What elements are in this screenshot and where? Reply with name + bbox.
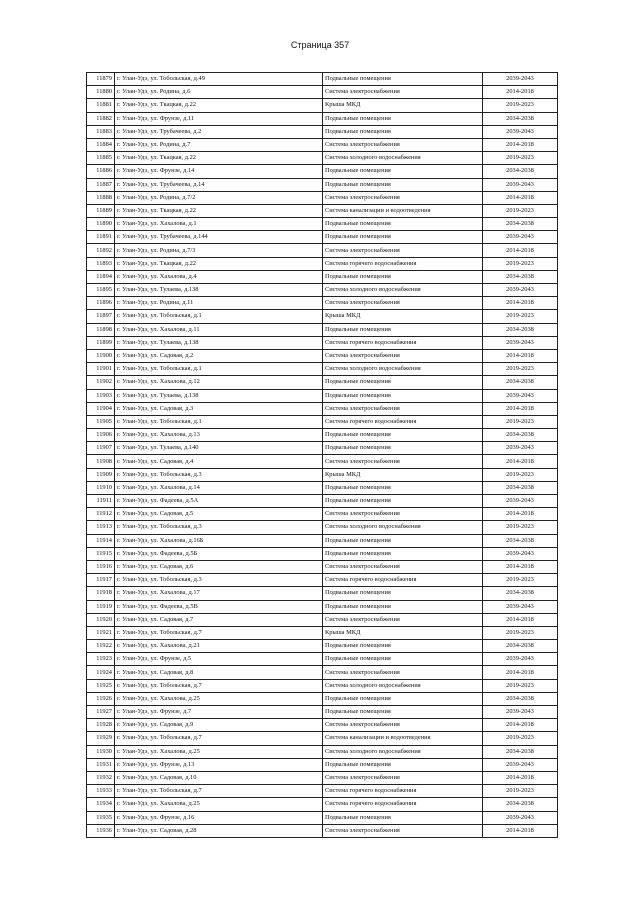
address-cell: г. Улан-Удэ, ул. Тулаева, д.138 <box>115 336 323 349</box>
period-cell: 2014-2018 <box>483 138 558 151</box>
row-number: 11929 <box>87 732 115 745</box>
row-number: 11911 <box>87 495 115 508</box>
address-cell: г. Улан-Удэ, ул. Родина, д.11 <box>115 297 323 310</box>
period-cell: 2019-2023 <box>483 257 558 270</box>
period-cell: 2014-2018 <box>483 86 558 99</box>
system-cell: Подвальные помещения <box>323 653 483 666</box>
address-cell: г. Улан-Удэ, ул. Хахалова, д.16Б <box>115 534 323 547</box>
address-cell: г. Улан-Удэ, ул. Тобольская, д.3 <box>115 574 323 587</box>
address-cell: г. Улан-Удэ, ул. Ткацкая, д.22 <box>115 257 323 270</box>
address-cell: г. Улан-Удэ, ул. Фрунзе, д.14 <box>115 165 323 178</box>
row-number: 11884 <box>87 138 115 151</box>
row-number: 11897 <box>87 310 115 323</box>
period-cell: 2019-2023 <box>483 310 558 323</box>
table-row <box>87 758 558 771</box>
table-row <box>87 692 558 705</box>
address-cell: г. Улан-Удэ, ул. Родина, д.7/2 <box>115 191 323 204</box>
address-cell: г. Улан-Удэ, ул. Трубачеева, д.2 <box>115 125 323 138</box>
table-row <box>87 138 558 151</box>
table-row <box>87 679 558 692</box>
row-number: 11920 <box>87 613 115 626</box>
period-cell: 2039-2043 <box>483 811 558 824</box>
table-row <box>87 349 558 362</box>
system-cell: Система электроснабжения <box>323 402 483 415</box>
address-cell: г. Улан-Удэ, ул. Фрунзе, д.7 <box>115 706 323 719</box>
table-row <box>87 468 558 481</box>
period-cell: 2014-2018 <box>483 402 558 415</box>
address-cell: г. Улан-Удэ, ул. Трубачеева, д.144 <box>115 231 323 244</box>
row-number: 11925 <box>87 679 115 692</box>
system-cell: Система электроснабжения <box>323 349 483 362</box>
period-cell: 2039-2043 <box>483 231 558 244</box>
table-row <box>87 165 558 178</box>
registry-rows <box>87 73 558 838</box>
system-cell: Система горячего водоснабжения <box>323 336 483 349</box>
address-cell: г. Улан-Удэ, ул. Хахалова, д.11 <box>115 323 323 336</box>
address-cell: г. Улан-Удэ, ул. Тулаева, д.138 <box>115 389 323 402</box>
table-row <box>87 376 558 389</box>
system-cell: Система электроснабжения <box>323 771 483 784</box>
period-cell: 2019-2023 <box>483 626 558 639</box>
system-cell: Подвальные помещения <box>323 692 483 705</box>
system-cell: Подвальные помещения <box>323 481 483 494</box>
system-cell: Система электроснабжения <box>323 297 483 310</box>
period-cell: 2039-2043 <box>483 178 558 191</box>
table-row <box>87 323 558 336</box>
row-number: 11913 <box>87 521 115 534</box>
row-number: 11908 <box>87 455 115 468</box>
address-cell: г. Улан-Удэ, ул. Садовая, д.6 <box>115 560 323 573</box>
period-cell: 2014-2018 <box>483 297 558 310</box>
period-cell: 2039-2043 <box>483 547 558 560</box>
row-number: 11881 <box>87 99 115 112</box>
row-number: 11910 <box>87 481 115 494</box>
system-cell: Система холодного водоснабжения <box>323 679 483 692</box>
period-cell: 2034-2038 <box>483 587 558 600</box>
address-cell: г. Улан-Удэ, ул. Садовая, д.9 <box>115 719 323 732</box>
table-row <box>87 481 558 494</box>
table-row <box>87 73 558 86</box>
address-cell: г. Улан-Удэ, ул. Фадеева, д.5А <box>115 495 323 508</box>
system-cell: Система электроснабжения <box>323 613 483 626</box>
address-cell: г. Улан-Удэ, ул. Садовая, д.7 <box>115 613 323 626</box>
period-cell: 2014-2018 <box>483 824 558 837</box>
row-number: 11921 <box>87 626 115 639</box>
row-number: 11893 <box>87 257 115 270</box>
address-cell: г. Улан-Удэ, ул. Хахалова, д.14 <box>115 481 323 494</box>
row-number: 11879 <box>87 73 115 86</box>
table-row <box>87 719 558 732</box>
row-number: 11901 <box>87 363 115 376</box>
system-cell: Система горячего водоснабжения <box>323 798 483 811</box>
table-row <box>87 429 558 442</box>
system-cell: Подвальные помещения <box>323 442 483 455</box>
address-cell: г. Улан-Удэ, ул. Тобольская, д.1 <box>115 415 323 428</box>
table-row <box>87 297 558 310</box>
system-cell: Система холодного водоснабжения <box>323 745 483 758</box>
period-cell: 2039-2043 <box>483 653 558 666</box>
table-row <box>87 574 558 587</box>
table-row <box>87 257 558 270</box>
system-cell: Система холодного водоснабжения <box>323 521 483 534</box>
address-cell: г. Улан-Удэ, ул. Садовая, д.10 <box>115 771 323 784</box>
address-cell: г. Улан-Удэ, ул. Ткацкая, д.22 <box>115 99 323 112</box>
period-cell: 2019-2023 <box>483 574 558 587</box>
row-number: 11902 <box>87 376 115 389</box>
period-cell: 2019-2023 <box>483 679 558 692</box>
system-cell: Крыша МКД <box>323 99 483 112</box>
system-cell: Подвальные помещения <box>323 73 483 86</box>
system-cell: Система канализации и водоотведения <box>323 204 483 217</box>
address-cell: г. Улан-Удэ, ул. Тобольская, д.1 <box>115 310 323 323</box>
address-cell: г. Улан-Удэ, ул. Хахалова, д.21 <box>115 640 323 653</box>
system-cell: Подвальные помещения <box>323 429 483 442</box>
period-cell: 2039-2043 <box>483 495 558 508</box>
address-cell: г. Улан-Удэ, ул. Хахалова, д.25 <box>115 692 323 705</box>
row-number: 11892 <box>87 244 115 257</box>
period-cell: 2019-2023 <box>483 468 558 481</box>
row-number: 11883 <box>87 125 115 138</box>
table-row <box>87 732 558 745</box>
table-row <box>87 745 558 758</box>
system-cell: Подвальные помещения <box>323 389 483 402</box>
period-cell: 2034-2038 <box>483 165 558 178</box>
period-cell: 2034-2038 <box>483 270 558 283</box>
row-number: 11917 <box>87 574 115 587</box>
address-cell: г. Улан-Удэ, ул. Фрунзе, д.5 <box>115 653 323 666</box>
system-cell: Система электроснабжения <box>323 666 483 679</box>
table-row <box>87 521 558 534</box>
period-cell: 2039-2043 <box>483 389 558 402</box>
period-cell: 2039-2043 <box>483 706 558 719</box>
row-number: 11906 <box>87 429 115 442</box>
system-cell: Подвальные помещения <box>323 587 483 600</box>
table-row <box>87 336 558 349</box>
system-cell: Система электроснабжения <box>323 244 483 257</box>
row-number: 11933 <box>87 785 115 798</box>
table-row <box>87 640 558 653</box>
system-cell: Крыша МКД <box>323 310 483 323</box>
table-row <box>87 811 558 824</box>
period-cell: 2019-2023 <box>483 99 558 112</box>
table-row <box>87 706 558 719</box>
table-row <box>87 204 558 217</box>
table-row <box>87 798 558 811</box>
row-number: 11927 <box>87 706 115 719</box>
system-cell: Система горячего водоснабжения <box>323 257 483 270</box>
period-cell: 2034-2038 <box>483 798 558 811</box>
table-row <box>87 626 558 639</box>
row-number: 11928 <box>87 719 115 732</box>
table-row <box>87 112 558 125</box>
row-number: 11932 <box>87 771 115 784</box>
row-number: 11904 <box>87 402 115 415</box>
row-number: 11895 <box>87 284 115 297</box>
table-row <box>87 363 558 376</box>
row-number: 11916 <box>87 560 115 573</box>
system-cell: Подвальные помещения <box>323 811 483 824</box>
row-number: 11880 <box>87 86 115 99</box>
row-number: 11900 <box>87 349 115 362</box>
system-cell: Система холодного водоснабжения <box>323 363 483 376</box>
system-cell: Система холодного водоснабжения <box>323 152 483 165</box>
period-cell: 2019-2023 <box>483 152 558 165</box>
table-row <box>87 125 558 138</box>
address-cell: г. Улан-Удэ, ул. Хахалова, д.1 <box>115 218 323 231</box>
address-cell: г. Улан-Удэ, ул. Тулаева, д.138 <box>115 284 323 297</box>
period-cell: 2034-2038 <box>483 323 558 336</box>
period-cell: 2014-2018 <box>483 560 558 573</box>
table-row <box>87 389 558 402</box>
row-number: 11930 <box>87 745 115 758</box>
address-cell: г. Улан-Удэ, ул. Родина, д.6 <box>115 86 323 99</box>
system-cell: Система электроснабжения <box>323 455 483 468</box>
table-row <box>87 310 558 323</box>
row-number: 11887 <box>87 178 115 191</box>
system-cell: Крыша МКД <box>323 626 483 639</box>
row-number: 11914 <box>87 534 115 547</box>
table-row <box>87 191 558 204</box>
address-cell: г. Улан-Удэ, ул. Хахалова, д.25 <box>115 798 323 811</box>
address-cell: г. Улан-Удэ, ул. Тобольская, д.7 <box>115 626 323 639</box>
period-cell: 2034-2038 <box>483 112 558 125</box>
address-cell: г. Улан-Удэ, ул. Фадеева, д.5Б <box>115 547 323 560</box>
period-cell: 2019-2023 <box>483 415 558 428</box>
table-row <box>87 231 558 244</box>
period-cell: 2014-2018 <box>483 613 558 626</box>
row-number: 11885 <box>87 152 115 165</box>
address-cell: г. Улан-Удэ, ул. Хахалова, д.4 <box>115 270 323 283</box>
period-cell: 2039-2043 <box>483 284 558 297</box>
period-cell: 2014-2018 <box>483 191 558 204</box>
system-cell: Подвальные помещения <box>323 165 483 178</box>
row-number: 11889 <box>87 204 115 217</box>
table-row <box>87 284 558 297</box>
period-cell: 2039-2043 <box>483 600 558 613</box>
row-number: 11907 <box>87 442 115 455</box>
address-cell: г. Улан-Удэ, ул. Родина, д.7/3 <box>115 244 323 257</box>
table-row <box>87 218 558 231</box>
address-cell: г. Улан-Удэ, ул. Тобольская, д.7 <box>115 785 323 798</box>
system-cell: Подвальные помещения <box>323 125 483 138</box>
table-row <box>87 415 558 428</box>
address-cell: г. Улан-Удэ, ул. Тобольская, д.1 <box>115 363 323 376</box>
row-number: 11935 <box>87 811 115 824</box>
address-cell: г. Улан-Удэ, ул. Тулаева, д.140 <box>115 442 323 455</box>
row-number: 11903 <box>87 389 115 402</box>
row-number: 11888 <box>87 191 115 204</box>
address-cell: г. Улан-Удэ, ул. Тобольская, д.7 <box>115 679 323 692</box>
system-cell: Подвальные помещения <box>323 706 483 719</box>
system-cell: Подвальные помещения <box>323 600 483 613</box>
table-row <box>87 178 558 191</box>
address-cell: г. Улан-Удэ, ул. Хахалова, д.17 <box>115 587 323 600</box>
row-number: 11896 <box>87 297 115 310</box>
period-cell: 2014-2018 <box>483 666 558 679</box>
system-cell: Подвальные помещения <box>323 376 483 389</box>
period-cell: 2019-2023 <box>483 521 558 534</box>
row-number: 11923 <box>87 653 115 666</box>
address-cell: г. Улан-Удэ, ул. Хахалова, д.12 <box>115 376 323 389</box>
table-row <box>87 244 558 257</box>
address-cell: г. Улан-Удэ, ул. Садовая, д.8 <box>115 666 323 679</box>
table-row <box>87 534 558 547</box>
row-number: 11890 <box>87 218 115 231</box>
period-cell: 2014-2018 <box>483 508 558 521</box>
period-cell: 2014-2018 <box>483 349 558 362</box>
address-cell: г. Улан-Удэ, ул. Родина, д.7 <box>115 138 323 151</box>
row-number: 11886 <box>87 165 115 178</box>
system-cell: Подвальные помещения <box>323 323 483 336</box>
system-cell: Подвальные помещения <box>323 640 483 653</box>
period-cell: 2014-2018 <box>483 719 558 732</box>
period-cell: 2014-2018 <box>483 771 558 784</box>
system-cell: Система холодного водоснабжения <box>323 284 483 297</box>
period-cell: 2034-2038 <box>483 218 558 231</box>
system-cell: Подвальные помещения <box>323 270 483 283</box>
table-row <box>87 613 558 626</box>
table-row <box>87 771 558 784</box>
address-cell: г. Улан-Удэ, ул. Садовая, д.2 <box>115 349 323 362</box>
period-cell: 2039-2043 <box>483 73 558 86</box>
period-cell: 2014-2018 <box>483 455 558 468</box>
address-cell: г. Улан-Удэ, ул. Тобольская, д.49 <box>115 73 323 86</box>
period-cell: 2014-2018 <box>483 244 558 257</box>
table-row <box>87 402 558 415</box>
period-cell: 2019-2023 <box>483 732 558 745</box>
table-row <box>87 86 558 99</box>
system-cell: Система электроснабжения <box>323 191 483 204</box>
row-number: 11934 <box>87 798 115 811</box>
page-title: Страница 357 <box>290 40 350 50</box>
table-row <box>87 653 558 666</box>
period-cell: 2039-2043 <box>483 758 558 771</box>
period-cell: 2034-2038 <box>483 534 558 547</box>
system-cell: Система горячего водоснабжения <box>323 574 483 587</box>
period-cell: 2034-2038 <box>483 640 558 653</box>
address-cell: г. Улан-Удэ, ул. Ткацкая, д.22 <box>115 152 323 165</box>
system-cell: Подвальные помещения <box>323 178 483 191</box>
period-cell: 2019-2023 <box>483 204 558 217</box>
row-number: 11931 <box>87 758 115 771</box>
address-cell: г. Улан-Удэ, ул. Ткацкая, д.22 <box>115 204 323 217</box>
row-number: 11919 <box>87 600 115 613</box>
system-cell: Система электроснабжения <box>323 719 483 732</box>
system-cell: Подвальные помещения <box>323 218 483 231</box>
row-number: 11922 <box>87 640 115 653</box>
row-number: 11918 <box>87 587 115 600</box>
row-number: 11926 <box>87 692 115 705</box>
row-number: 11891 <box>87 231 115 244</box>
system-cell: Подвальные помещения <box>323 534 483 547</box>
table-row <box>87 785 558 798</box>
system-cell: Система электроснабжения <box>323 138 483 151</box>
table-row <box>87 824 558 837</box>
table-row <box>87 547 558 560</box>
address-cell: г. Улан-Удэ, ул. Садовая, д.28 <box>115 824 323 837</box>
period-cell: 2034-2038 <box>483 376 558 389</box>
registry-table <box>86 72 558 838</box>
address-cell: г. Улан-Удэ, ул. Трубачеева, д.14 <box>115 178 323 191</box>
period-cell: 2034-2038 <box>483 429 558 442</box>
address-cell: г. Улан-Удэ, ул. Садовая, д.3 <box>115 402 323 415</box>
table-row <box>87 587 558 600</box>
period-cell: 2039-2043 <box>483 442 558 455</box>
period-cell: 2039-2043 <box>483 336 558 349</box>
address-cell: г. Улан-Удэ, ул. Хахалова, д.13 <box>115 429 323 442</box>
row-number: 11912 <box>87 508 115 521</box>
row-number: 11882 <box>87 112 115 125</box>
row-number: 11899 <box>87 336 115 349</box>
system-cell: Система горячего водоснабжения <box>323 785 483 798</box>
address-cell: г. Улан-Удэ, ул. Фрунзе, д.13 <box>115 758 323 771</box>
address-cell: г. Улан-Удэ, ул. Фадеева, д.5В <box>115 600 323 613</box>
row-number: 11909 <box>87 468 115 481</box>
system-cell: Система канализации и водоотведения <box>323 732 483 745</box>
address-cell: г. Улан-Удэ, ул. Тобольская, д.3 <box>115 468 323 481</box>
address-cell: г. Улан-Удэ, ул. Тобольская, д.3 <box>115 521 323 534</box>
table-row <box>87 666 558 679</box>
table-row <box>87 600 558 613</box>
row-number: 11894 <box>87 270 115 283</box>
table-row <box>87 152 558 165</box>
table-row <box>87 442 558 455</box>
address-cell: г. Улан-Удэ, ул. Фрунзе, д.16 <box>115 811 323 824</box>
period-cell: 2034-2038 <box>483 481 558 494</box>
system-cell: Подвальные помещения <box>323 112 483 125</box>
system-cell: Система электроснабжения <box>323 508 483 521</box>
period-cell: 2019-2023 <box>483 785 558 798</box>
system-cell: Система горячего водоснабжения <box>323 415 483 428</box>
table-row <box>87 495 558 508</box>
system-cell: Система электроснабжения <box>323 824 483 837</box>
row-number: 11898 <box>87 323 115 336</box>
table-row <box>87 270 558 283</box>
period-cell: 2019-2023 <box>483 363 558 376</box>
row-number: 11915 <box>87 547 115 560</box>
system-cell: Подвальные помещения <box>323 758 483 771</box>
row-number: 11924 <box>87 666 115 679</box>
row-number: 11905 <box>87 415 115 428</box>
system-cell: Подвальные помещения <box>323 231 483 244</box>
address-cell: г. Улан-Удэ, ул. Фрунзе, д.11 <box>115 112 323 125</box>
system-cell: Система электроснабжения <box>323 560 483 573</box>
period-cell: 2039-2043 <box>483 125 558 138</box>
address-cell: г. Улан-Удэ, ул. Хахалова, д.25 <box>115 745 323 758</box>
system-cell: Подвальные помещения <box>323 495 483 508</box>
system-cell: Крыша МКД <box>323 468 483 481</box>
address-cell: г. Улан-Удэ, ул. Садовая, д.5 <box>115 508 323 521</box>
table-row <box>87 508 558 521</box>
period-cell: 2034-2038 <box>483 745 558 758</box>
row-number: 11936 <box>87 824 115 837</box>
table-row <box>87 455 558 468</box>
table-row <box>87 560 558 573</box>
address-cell: г. Улан-Удэ, ул. Садовая, д.4 <box>115 455 323 468</box>
address-cell: г. Улан-Удэ, ул. Тобольская, д.7 <box>115 732 323 745</box>
system-cell: Система электроснабжения <box>323 86 483 99</box>
period-cell: 2034-2038 <box>483 692 558 705</box>
table-row <box>87 99 558 112</box>
system-cell: Подвальные помещения <box>323 547 483 560</box>
